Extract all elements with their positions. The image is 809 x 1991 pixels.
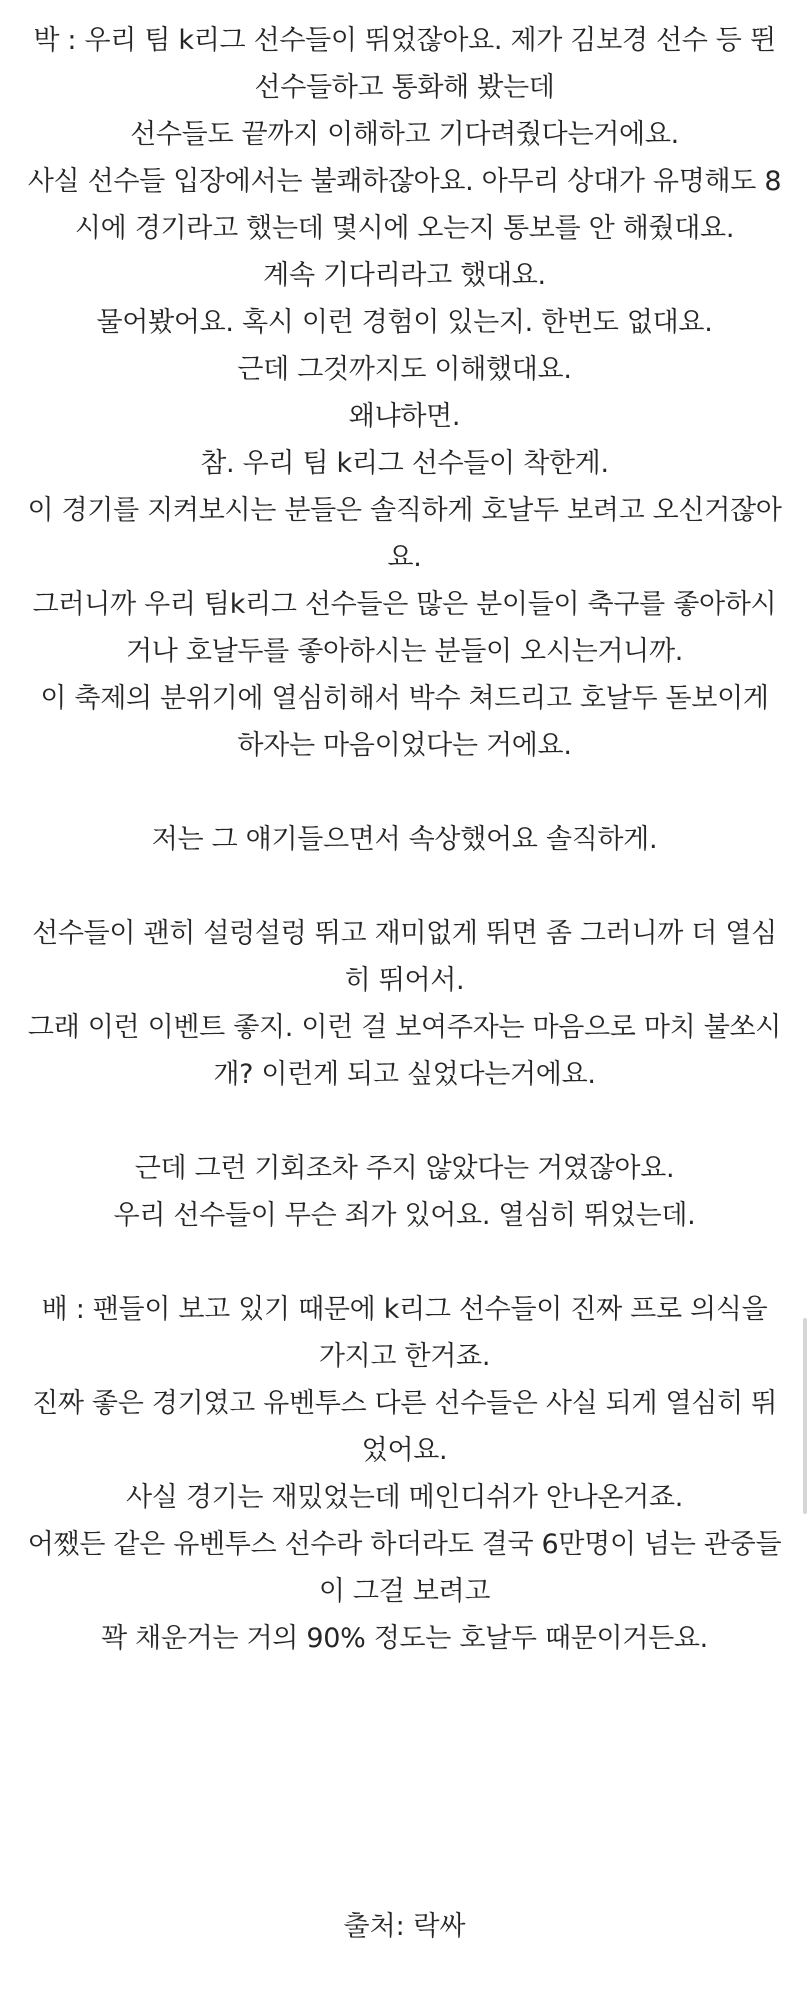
text-line: 이 축제의 분위기에 열심히해서 박수 쳐드리고 호날두 돋보이게 하자는 마음이었다는 거에요. [40, 683, 769, 761]
text-line: 사실 선수들 입장에서는 불쾌하잖아요. 아무리 상대가 유명해도 8시에 경기라고 했는데 몇시에 오는지 통보를 안 해줬대요. [27, 166, 782, 244]
text-line: 저는 그 얘기들으면서 속상했어요 솔직하게. [151, 824, 658, 855]
paragraph-spacer [26, 1098, 783, 1145]
text-line: 배 : 팬들이 보고 있기 때문에 k리그 선수들이 진짜 프로 의식을 가지고 한거죠. [41, 1294, 768, 1372]
scrollbar-thumb[interactable] [803, 1318, 807, 1514]
text-line: 왜냐하면. [348, 401, 461, 432]
paragraph-3 [26, 910, 783, 1098]
text-line: 우리 선수들이 무슨 죄가 있어요. 열심히 뛰었는데. [113, 1200, 696, 1231]
text-line: 사실 경기는 재밌었는데 메인디쉬가 안나온거죠. [125, 1482, 684, 1513]
paragraph-1 [26, 17, 783, 769]
text-line: 진짜 좋은 경기였고 유벤투스 다른 선수들은 사실 되게 열심히 뛰었어요. [32, 1388, 777, 1466]
text-line: 계속 기다리라고 했대요. [263, 260, 546, 291]
source-credit: 출처: 락싸 [343, 1911, 466, 1942]
paragraph-5 [26, 1286, 783, 1662]
text-line: 선수들이 괜히 설렁설렁 뛰고 재미없게 뛰면 좀 그러니까 더 열심히 뛰어서. [32, 918, 777, 996]
text-line: 근데 그것까지도 이해했대요. [237, 354, 572, 385]
text-line: 참. 우리 팀 k리그 선수들이 착한게. [200, 448, 609, 479]
text-line: 어쨌든 같은 유벤투스 선수라 하더라도 결국 6만명이 넘는 관중들이 그걸 보려고 [27, 1529, 782, 1607]
text-line: 이 경기를 지켜보시는 분들은 솔직하게 호날두 보려고 오신거잖아요. [27, 495, 782, 573]
paragraph-4 [26, 1145, 783, 1239]
paragraph-spacer [26, 769, 783, 816]
text-line: 근데 그런 기회조차 주지 않았다는 거였잖아요. [134, 1153, 675, 1184]
text-line: 선수들도 끝까지 이해하고 기다려줬다는거에요. [130, 119, 679, 150]
paragraph-spacer [26, 1239, 783, 1286]
article-body [26, 17, 783, 1662]
text-line: 박 : 우리 팀 k리그 선수들이 뛰었잖아요. 제가 김보경 선수 등 뛴 선수들하고 통화해 봤는데 [33, 25, 776, 103]
text-line: 꽉 채운거는 거의 90% 정도는 호날두 때문이거든요. [101, 1623, 708, 1654]
paragraph-2 [26, 816, 783, 863]
text-line: 물어봤어요. 혹시 이런 경험이 있는지. 한번도 없대요. [96, 307, 713, 338]
text-line: 그러니까 우리 팀k리그 선수들은 많은 분이들이 축구를 좋아하시거나 호날두를 좋아하시는 분들이 오시는거니까. [32, 589, 777, 667]
paragraph-spacer [26, 863, 783, 910]
text-line: 그래 이런 이벤트 좋지. 이런 걸 보여주자는 마음으로 마치 불쏘시개? 이런게 되고 싶었다는거에요. [27, 1012, 782, 1090]
